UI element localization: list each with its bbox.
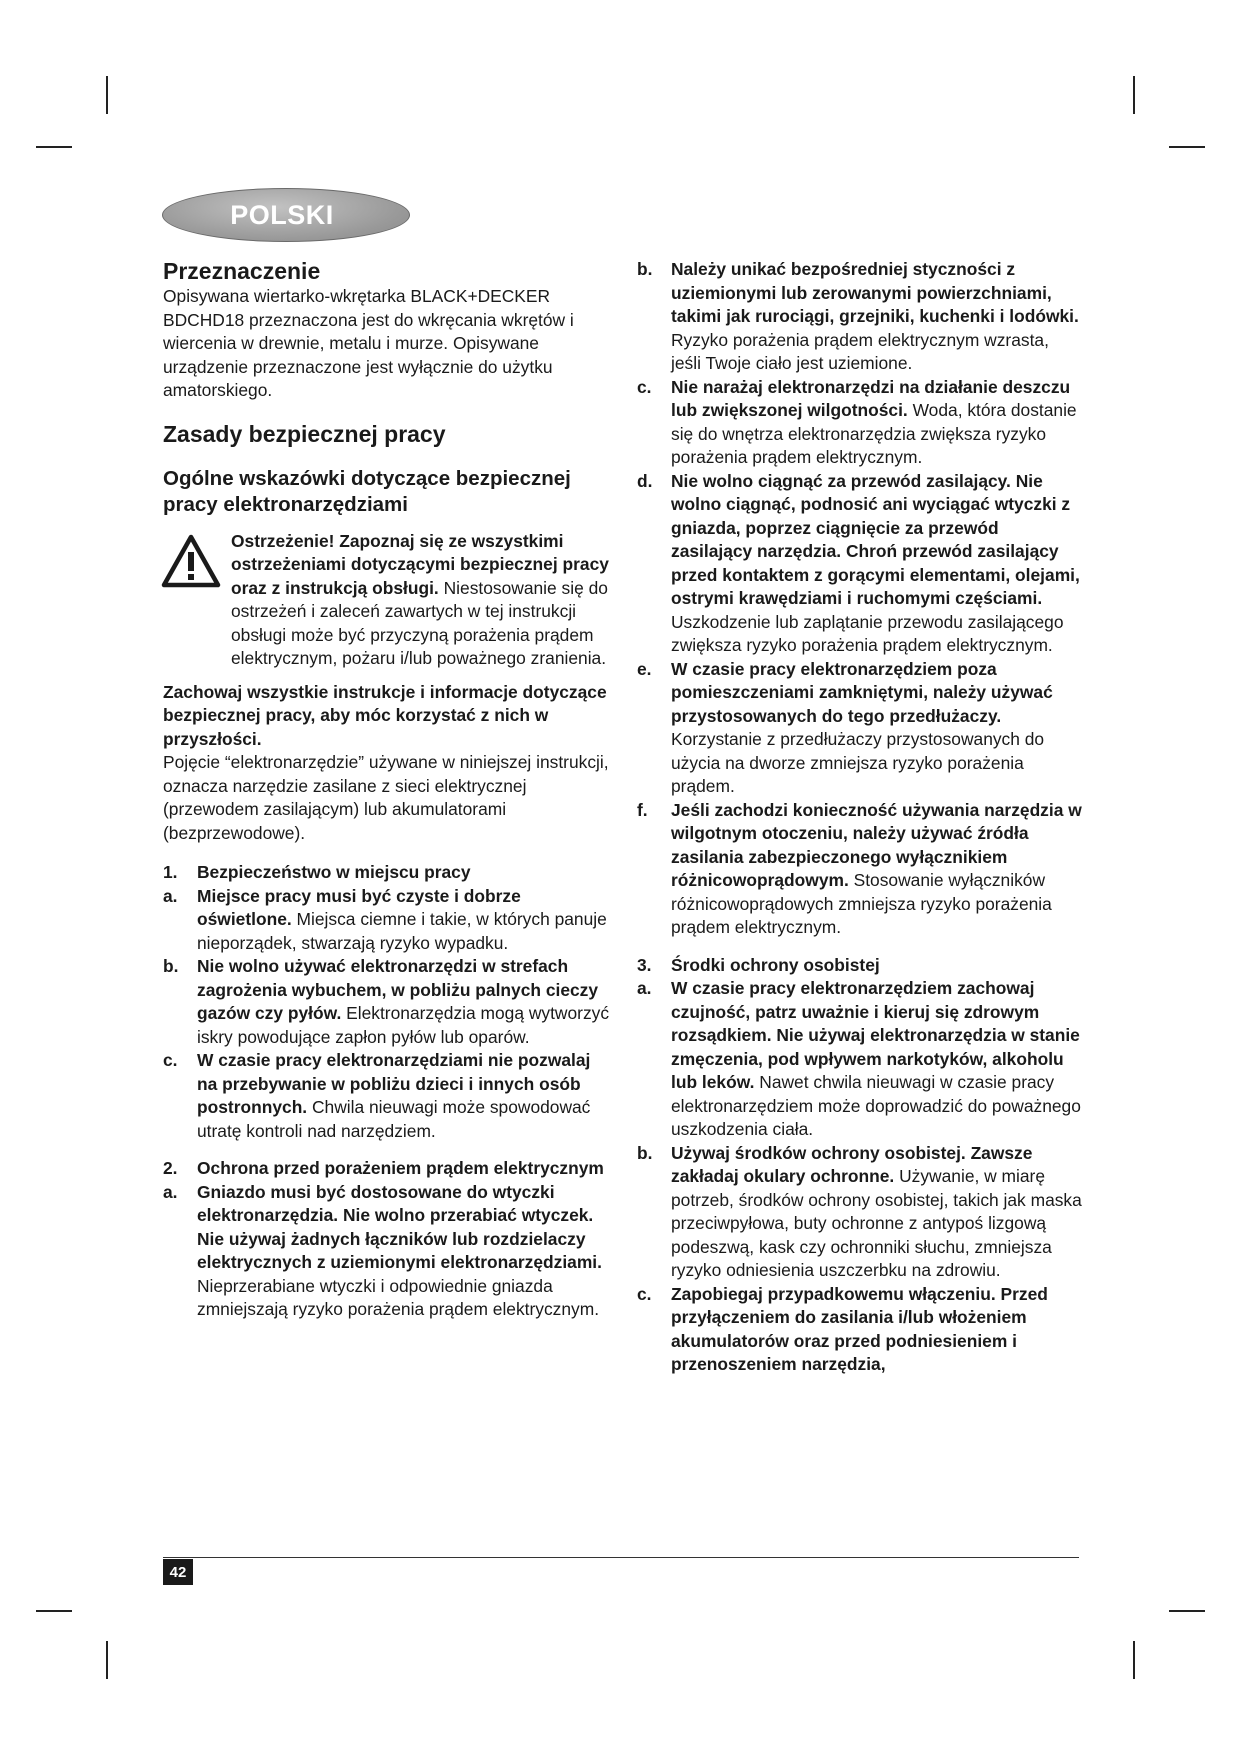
list-item [637, 470, 1082, 658]
section-2-title [163, 1157, 613, 1181]
item-text: Stosowanie wyłączników różnicowoprądowych zmniejsza ryzyko porażenia prądem elektrycznym. [671, 870, 1052, 937]
item-label: d. [637, 470, 653, 491]
item-text: Woda, która dostanie się do wnętrza elektronarzędzia zwiększa ryzyko porażenia prądem elektrycznym. [671, 400, 1077, 467]
list-item [637, 258, 1082, 376]
list-item [163, 1181, 613, 1322]
crop-mark [1169, 1610, 1205, 1612]
item-text: Chwila nieuwagi może spowodować utratę kontroli nad narzędziem. [197, 1097, 591, 1141]
item-bold: Nie wolno używać elektronarzędzi w strefach zagrożenia wybuchem, w pobliżu palnych cieczy gazów czy pyłów. [197, 956, 599, 1023]
section-1-number: 1. [163, 862, 178, 882]
section-3-title [637, 954, 1082, 978]
section-1-title-text: Bezpieczeństwo w miejscu pracy [197, 862, 471, 882]
warning-rest: Niestosowanie się do ostrzeżeń i zaleceń zawartych w tej instrukcji obsługi może być przyczyną porażenia prądem elektrycznym, pożaru i/lub poważnego zranienia. [231, 577, 608, 668]
item-bold: W czasie pracy elektronarzędziem zachowaj czujność, patrz uważnie i kieruj się zdrowym rozsądkiem. Nie używaj elektronarzędzia w stanie zmęczenia, pod wpływem narkotyków, alkoholu lub leków. [671, 978, 1080, 1092]
crop-mark [36, 146, 72, 148]
item-bold: Miejsce pracy musi być czyste i dobrze oświetlone. [197, 885, 521, 929]
crop-mark [106, 1641, 108, 1679]
warning-triangle-icon [161, 534, 221, 588]
warning-bold: Ostrzeżenie! Zapoznaj się ze wszystkimi ostrzeżeniami dotyczącymi bezpiecznej pracy oraz z instrukcją obsługi. [231, 530, 609, 598]
left-column [163, 258, 613, 1322]
item-label: b. [637, 1142, 653, 1163]
keep-bold: Zachowaj wszystkie instrukcje i informacje dotyczące bezpiecznej pracy, aby móc korzystać z nich w przyszłości. [163, 681, 607, 749]
section-3-number: 3. [637, 954, 652, 975]
item-bold: Należy unikać bezpośredniej styczności z uziemionymi lub zerowanymi powierzchniami, takimi jak rurociągi, grzejniki, kuchenki i lodówki. [671, 259, 1079, 326]
keep-instructions-bold [163, 681, 613, 752]
section-3-title-text: Środki ochrony osobistej [671, 954, 880, 975]
item-bold: Gniazdo musi być dostosowane do wtyczki elektronarzędzia. Nie wolno przerabiać wtyczek. Nie używaj żadnych łączników lub rozdzielaczy elektrycznych z uziemionymi elektronarzędziami. [197, 1181, 602, 1272]
safety-heading: Zasady bezpiecznej pracy [163, 420, 446, 447]
warning-text [231, 530, 613, 671]
item-bold: Zapobiegaj przypadkowemu włączeniu. Przed przyłączeniem do zasilania i/lub włożeniem akumulatorów oraz przed podniesieniem i przenoszeniem narzędzia, [671, 1283, 1048, 1374]
safety-subheading: Ogólne wskazówki dotyczące bezpiecznej pracy elektronarzędziami [163, 466, 571, 516]
item-bold: Używaj środków ochrony osobistej. Zawsze zakładaj okulary ochronne. [671, 1142, 1033, 1186]
section-2-number: 2. [163, 1158, 178, 1178]
list-item [163, 885, 613, 956]
language-badge-label: POLSKI [230, 199, 334, 230]
item-bold: Jeśli zachodzi konieczność używania narzędzia w wilgotnym otoczeniu, należy używać źródła zasilania zabezpieczonego wyłącznikiem różnicowoprądowym. [671, 799, 1082, 890]
list-item [637, 1283, 1082, 1377]
item-text: Używanie, w miarę potrzeb, środków ochrony osobistej, takich jak maska przeciwpyłowa, buty ochronne z antypoś lizgową podeszwą, kask czy ochronniki słuchu, zmniejsza ryzyko odniesienia uszczerbku na zdrowiu. [671, 1166, 1082, 1280]
item-bold: Nie narażaj elektronarzędzi na działanie deszczu lub zwiększonej wilgotności. [671, 376, 1071, 420]
item-text: Uszkodzenie lub zaplątanie przewodu zasilającego zwiększa ryzyko porażenia prądem elektrycznym. [671, 611, 1064, 655]
item-label: c. [637, 376, 652, 397]
footer-rule [163, 1557, 1079, 1558]
list-item [637, 799, 1082, 940]
item-label: b. [637, 259, 653, 279]
item-bold: W czasie pracy elektronarzędziami nie pozwalaj na przebywanie w pobliżu dzieci i innych osób postronnych. [197, 1050, 591, 1117]
item-label: c. [163, 1050, 178, 1070]
crop-mark [1133, 1641, 1135, 1679]
item-text: Nawet chwila nieuwagi w czasie pracy elektronarzędziem może doprowadzić do poważnego uszkodzenia ciała. [671, 1072, 1081, 1139]
item-label: f. [637, 799, 648, 820]
list-item [637, 376, 1082, 470]
item-label: e. [637, 658, 652, 679]
item-text: Korzystanie z przedłużaczy przystosowanych do użycia na dworze zmniejsza ryzyko porażenia prądem. [671, 729, 1045, 796]
list-item [637, 977, 1082, 1142]
item-label: a. [163, 885, 178, 906]
crop-mark [1169, 146, 1205, 148]
item-text: Ryzyko porażenia prądem elektrycznym wzrasta, jeśli Twoje ciało jest uziemione. [671, 329, 1049, 373]
list-item [637, 658, 1082, 799]
intended-use-heading: Przeznaczenie [163, 258, 321, 284]
list-item [163, 955, 613, 1049]
list-item [637, 1142, 1082, 1283]
crop-mark [106, 76, 108, 114]
item-label: a. [163, 1181, 178, 1202]
crop-mark [1133, 76, 1135, 114]
warning-block [163, 530, 613, 671]
section-2-title-text: Ochrona przed porażeniem prądem elektrycznym [197, 1158, 604, 1178]
intended-use-body: Opisywana wiertarko-wkrętarka BLACK+DECKER BDCHD18 przeznaczona jest do wkręcania wkrętów i wiercenia w drewnie, metalu i murze. Opisywane urządzenie przeznaczone jest wyłącznie do użytku amatorskiego. [163, 286, 574, 400]
item-text: Elektronarzędzia mogą wytworzyć iskry powodujące zapłon pyłów lub oparów. [197, 1003, 610, 1047]
item-label: b. [163, 956, 179, 976]
section-1-title [163, 861, 613, 885]
item-bold: Nie wolno ciągnąć za przewód zasilający. Nie wolno ciągnąć, podnosić ani wyciągać wtyczki z gniazda, poprzez ciągnięcie za przewód zasilający narzędzia. Chroń przewód zasilający przed kontaktem z gorącymi elementami, olejami, ostrymi krawędziami i ruchomymi częściami. [671, 470, 1080, 608]
right-column [637, 258, 1082, 1377]
item-label: a. [637, 978, 652, 998]
crop-mark [36, 1610, 72, 1612]
item-text: Miejsca ciemne i takie, w których panuje nieporządek, stwarzają ryzyko wypadku. [197, 909, 607, 953]
keep-instructions-text: Pojęcie “elektronarzędzie” używane w niniejszej instrukcji, oznacza narzędzie zasilane z sieci elektrycznej (przewodem zasilającym) lub akumulatorami (bezprzewodowe). [163, 752, 609, 843]
list-item [163, 1049, 613, 1143]
page-number: 42 [163, 1559, 193, 1585]
language-badge [162, 188, 410, 242]
item-label: c. [637, 1283, 652, 1304]
item-text: Nieprzerabiane wtyczki i odpowiednie gniazda zmniejszają ryzyko porażenia prądem elektrycznym. [197, 1275, 600, 1319]
item-bold: W czasie pracy elektronarzędziem poza pomieszczeniami zamkniętymi, należy używać przystosowanych do tego przedłużaczy. [671, 658, 1053, 726]
